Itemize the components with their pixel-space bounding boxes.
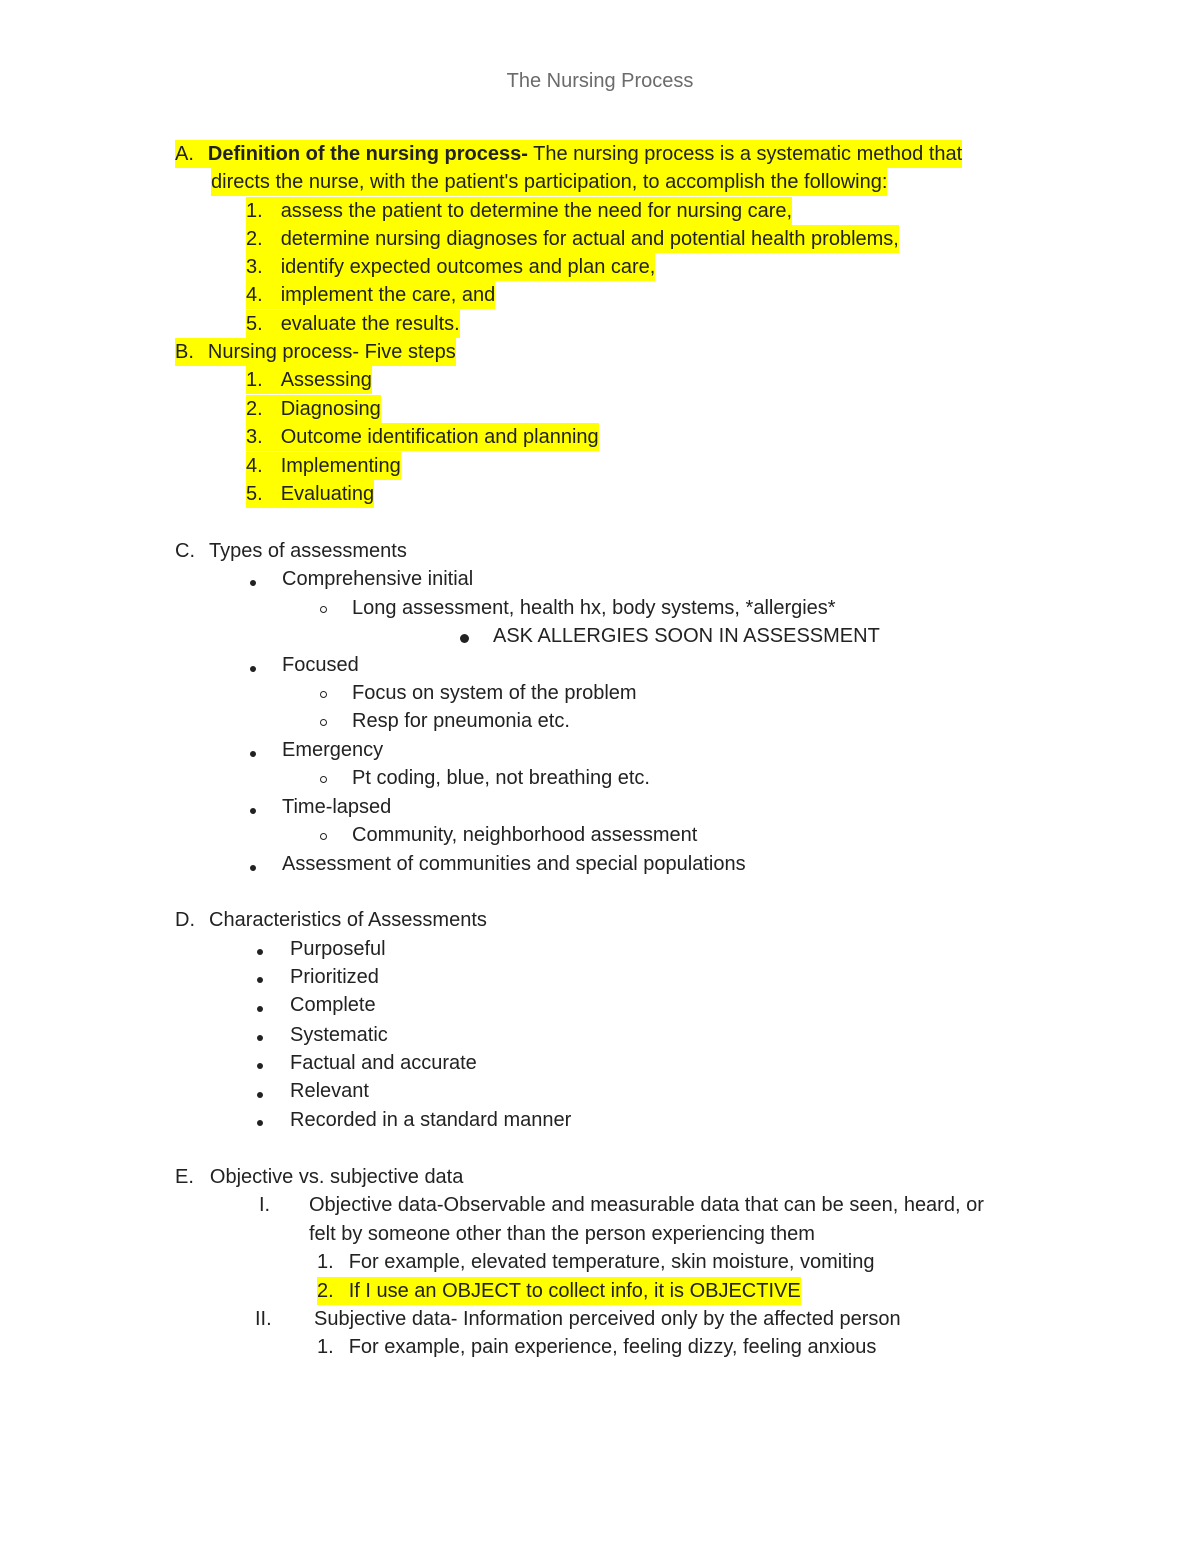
- bullet-circle-icon: [320, 606, 327, 613]
- bullet-dot-icon: [257, 1092, 263, 1098]
- document-title: The Nursing Process: [506, 70, 694, 92]
- item-number: 5.: [246, 483, 263, 505]
- section-a-item: [246, 253, 655, 281]
- roman-numeral: II.: [255, 1308, 272, 1330]
- item-number: 2.: [246, 228, 263, 250]
- section-a-item: [246, 197, 792, 225]
- item-number: 2.: [317, 1280, 334, 1302]
- bullet-dot-icon: [250, 751, 256, 757]
- item-text: evaluate the results.: [280, 313, 460, 335]
- characteristic-item: Prioritized: [290, 966, 379, 988]
- emergency-detail: Pt coding, blue, not breathing etc.: [352, 767, 650, 789]
- subjective-definition: Subjective data- Information perceived only by the affected person: [314, 1308, 901, 1330]
- characteristic-item: Recorded in a standard manner: [290, 1109, 572, 1131]
- section-a-bold-lead: Definition of the nursing process-: [207, 143, 528, 165]
- item-text: identify expected outcomes and plan care,: [280, 256, 656, 278]
- section-a-line1: [175, 140, 962, 168]
- section-c-marker: C.: [175, 540, 195, 562]
- bullet-dot-icon: [250, 666, 256, 672]
- item-text: Assessing: [280, 369, 372, 391]
- item-text: For example, elevated temperature, skin moisture, vomiting: [348, 1251, 875, 1273]
- focused-detail: Focus on system of the problem: [352, 682, 637, 704]
- bullet-dot-icon: [257, 1120, 263, 1126]
- objective-example: [317, 1248, 874, 1276]
- section-d-title: Characteristics of Assessments: [209, 909, 487, 931]
- assessment-type-communities: Assessment of communities and special populations: [282, 853, 746, 875]
- section-c-heading: [175, 537, 407, 565]
- section-d-heading: [175, 906, 487, 934]
- bullet-dot-icon: [257, 949, 263, 955]
- item-number: 5.: [246, 313, 263, 335]
- assessment-type-comprehensive: Comprehensive initial: [282, 568, 474, 590]
- section-e-heading: [175, 1163, 463, 1191]
- bullet-dot-icon: [250, 580, 256, 586]
- item-text: Outcome identification and planning: [280, 426, 599, 448]
- bullet-dot-icon: [257, 1063, 263, 1069]
- section-e-marker: E.: [175, 1166, 194, 1188]
- item-text: determine nursing diagnoses for actual and potential health problems,: [280, 228, 899, 250]
- item-text: assess the patient to determine the need for nursing care,: [280, 200, 793, 222]
- section-d-marker: D.: [175, 909, 195, 931]
- item-number: 1.: [317, 1251, 334, 1273]
- item-number: 1.: [317, 1336, 334, 1358]
- bullet-dot-icon: [250, 865, 256, 871]
- bullet-circle-icon: [320, 691, 327, 698]
- bullet-dot-icon: [257, 977, 263, 983]
- objective-definition: Objective data-Observable and measurable data that can be seen, heard, or: [309, 1194, 984, 1216]
- focused-detail: Resp for pneumonia etc.: [352, 710, 570, 732]
- bullet-filled-icon: [460, 634, 469, 643]
- objective-definition-cont: felt by someone other than the person experiencing them: [309, 1223, 815, 1245]
- section-a-line1-text: The nursing process is a systematic method that: [527, 143, 963, 165]
- item-number: 1.: [246, 369, 263, 391]
- characteristic-item: Relevant: [290, 1080, 369, 1102]
- bullet-circle-icon: [320, 833, 327, 840]
- assessment-type-focused: Focused: [282, 654, 359, 676]
- bullet-dot-icon: [257, 1006, 263, 1012]
- section-b-marker: B.: [175, 341, 194, 363]
- comprehensive-note: ASK ALLERGIES SOON IN ASSESSMENT: [493, 625, 880, 647]
- bullet-circle-icon: [320, 719, 327, 726]
- item-text: Diagnosing: [280, 398, 381, 420]
- characteristic-item: Systematic: [290, 1024, 388, 1046]
- timelapsed-detail: Community, neighborhood assessment: [352, 824, 698, 846]
- section-b-item: [246, 452, 401, 480]
- bullet-dot-icon: [257, 1035, 263, 1041]
- bullet-dot-icon: [250, 808, 256, 814]
- item-number: 3.: [246, 426, 263, 448]
- section-b-item: [246, 395, 381, 423]
- item-text: Evaluating: [280, 483, 375, 505]
- section-b-item: [246, 480, 374, 508]
- comprehensive-detail: Long assessment, health hx, body systems, *allergies*: [352, 597, 836, 619]
- item-number: 2.: [246, 398, 263, 420]
- section-b-heading: [175, 338, 456, 366]
- characteristic-item: Purposeful: [290, 938, 386, 960]
- section-a-marker: A.: [175, 143, 194, 165]
- section-b-item: [246, 366, 372, 394]
- roman-numeral: I.: [259, 1194, 271, 1216]
- item-text: If I use an OBJECT to collect info, it is OBJECTIVE: [348, 1280, 801, 1302]
- item-text: implement the care, and: [280, 284, 496, 306]
- item-text: For example, pain experience, feeling dizzy, feeling anxious: [348, 1336, 877, 1358]
- section-c-title: Types of assessments: [209, 540, 407, 562]
- item-number: 4.: [246, 284, 263, 306]
- assessment-type-timelapsed: Time-lapsed: [282, 796, 392, 818]
- section-a-item: [246, 225, 899, 253]
- item-text: Implementing: [280, 455, 401, 477]
- section-e-title: Objective vs. subjective data: [209, 1166, 464, 1188]
- assessment-type-emergency: Emergency: [282, 739, 384, 761]
- item-number: 4.: [246, 455, 263, 477]
- section-b-title: Nursing process- Five steps: [207, 341, 456, 363]
- item-number: 1.: [246, 200, 263, 222]
- section-a-line2: directs the nurse, with the patient's participation, to accomplish the following:: [211, 168, 887, 196]
- objective-example: [317, 1277, 801, 1305]
- characteristic-item: Complete: [290, 994, 376, 1016]
- bullet-circle-icon: [320, 776, 327, 783]
- section-a-item: [246, 281, 495, 309]
- section-a-item: [246, 310, 460, 338]
- item-number: 3.: [246, 256, 263, 278]
- subjective-example: [317, 1333, 876, 1361]
- section-b-item: [246, 423, 599, 451]
- characteristic-item: Factual and accurate: [290, 1052, 477, 1074]
